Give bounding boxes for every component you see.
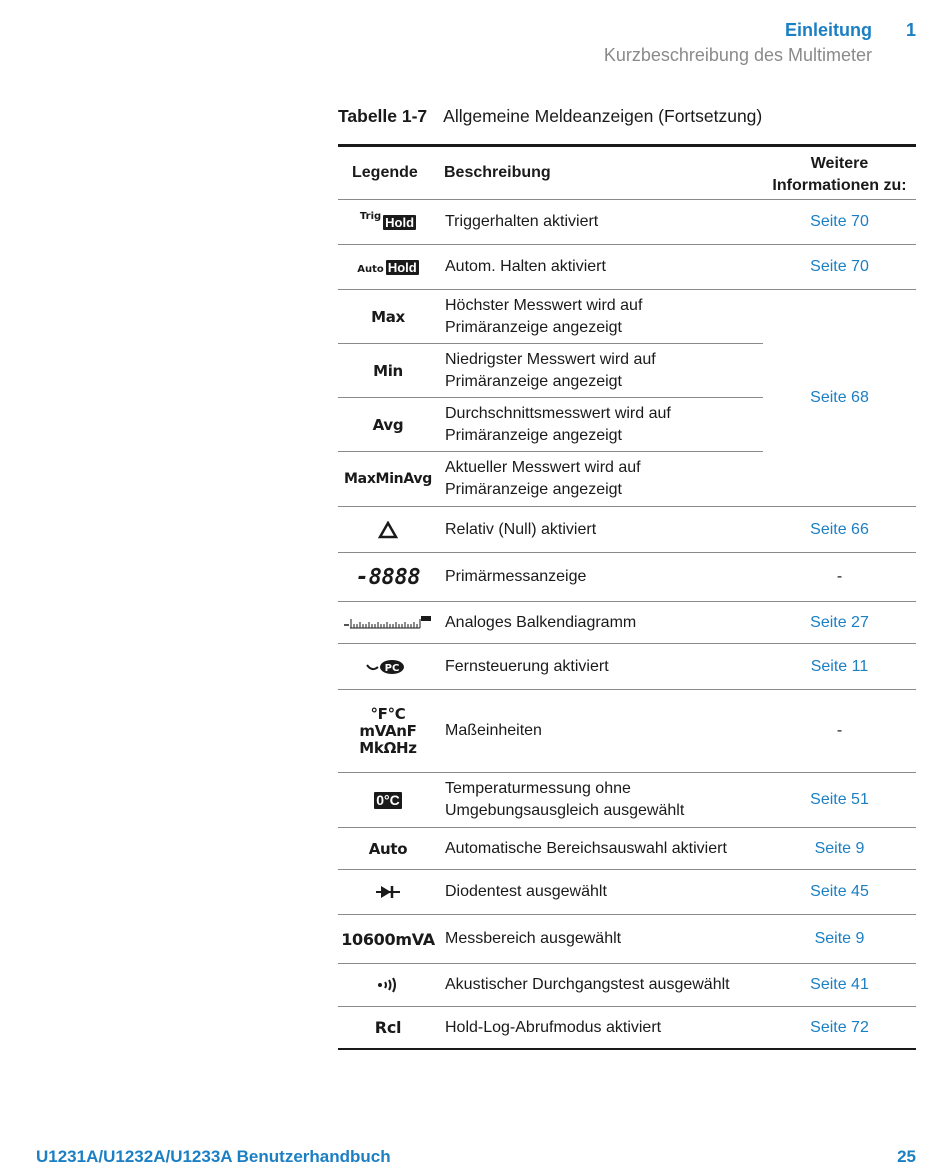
col-header-more-info: Weitere Informationen zu:	[772, 155, 907, 194]
table-row	[338, 1007, 916, 1050]
row-description: Hold-Log-Abrufmodus aktiviert	[445, 1018, 662, 1036]
legend-units: °F°C mVAnF MkΩHz	[359, 704, 417, 757]
manual-title: U1231A/U1232A/U1233A Benutzerhandbuch	[36, 1147, 391, 1166]
legend-temp-no-ambient: 0°C	[376, 791, 400, 808]
page-reference-link[interactable]: Seite 9	[814, 839, 865, 857]
legend-avg: Avg	[372, 416, 404, 434]
legend-auto-hold: Auto Hold	[357, 259, 417, 275]
legend-trig-hold: Trig Hold	[359, 210, 415, 230]
diode-icon	[338, 870, 438, 914]
chapter-title: Einleitung	[785, 20, 872, 40]
legend-range: 10600mVA	[341, 929, 435, 949]
row-description: Maßeinheiten	[445, 722, 542, 739]
legend-recall: Rcl	[374, 1018, 402, 1037]
page-reference-link[interactable]: Seite 27	[810, 613, 869, 631]
table-row	[338, 870, 916, 915]
row-description: Niedrigster Messwert wird auf Primäranzeige angezeigt	[445, 351, 656, 390]
legend-max: Max	[371, 308, 405, 326]
table-label: Tabelle 1-7	[338, 106, 428, 126]
legend-primary-display: -8888	[355, 564, 421, 590]
table-title: Allgemeine Meldeanzeigen (Fortsetzung)	[443, 106, 763, 126]
table-row	[338, 245, 916, 290]
row-description: Autom. Halten aktiviert	[445, 258, 606, 275]
section-subtitle: Kurzbeschreibung des Multimeter	[603, 45, 872, 65]
row-description: Fernsteuerung aktiviert	[445, 657, 609, 675]
row-description: Akustischer Durchgangstest ausgewählt	[445, 976, 730, 993]
page-reference: -	[836, 568, 843, 585]
table-row	[338, 964, 916, 1007]
row-description: Temperaturmessung ohne Umgebungsausgleich ausgewählt	[445, 780, 685, 819]
page-reference: -	[836, 722, 843, 739]
bargraph-icon	[338, 602, 438, 643]
table-header	[338, 147, 916, 200]
page-reference-link[interactable]: Seite 70	[810, 213, 869, 230]
page-reference-link[interactable]: Seite 41	[810, 976, 869, 993]
indicator-table	[338, 144, 916, 1050]
row-description: Automatische Bereichsauswahl aktiviert	[445, 839, 727, 857]
col-header-legend: Legende	[352, 164, 418, 181]
remote-pc-icon	[338, 644, 438, 689]
table-row	[338, 644, 916, 690]
row-description: Aktueller Messwert wird auf Primäranzeige angezeigt	[445, 459, 641, 498]
table-row	[338, 507, 916, 553]
legend-auto-range: Auto	[368, 839, 408, 858]
table-row	[338, 915, 916, 964]
table-row	[338, 690, 916, 773]
page-reference-link[interactable]: Seite 66	[810, 520, 869, 538]
page-reference-link[interactable]: Seite 9	[814, 930, 865, 947]
page-reference-link[interactable]: Seite 11	[810, 657, 869, 675]
table-row	[338, 200, 916, 245]
page-reference-link[interactable]: Seite 72	[810, 1018, 869, 1036]
page-reference-link[interactable]: Seite 45	[810, 883, 869, 900]
table-row	[338, 553, 916, 602]
page-reference-link[interactable]: Seite 68	[810, 389, 869, 406]
row-description: Messbereich ausgewählt	[445, 930, 622, 947]
row-description: Höchster Messwert wird auf Primäranzeige angezeigt	[445, 297, 643, 336]
row-description: Primärmessanzeige	[445, 568, 587, 585]
delta-icon	[338, 507, 438, 552]
col-header-description: Beschreibung	[444, 164, 551, 181]
table-row	[338, 828, 916, 870]
table-caption	[338, 106, 762, 127]
page-reference-link[interactable]: Seite 51	[810, 791, 869, 808]
svg-text:PC: PC	[384, 662, 400, 674]
row-description: Analoges Balkendiagramm	[445, 613, 637, 631]
page-reference-link[interactable]: Seite 70	[810, 258, 869, 275]
table-row-group	[338, 290, 916, 507]
row-description: Relativ (Null) aktiviert	[445, 520, 597, 538]
row-description: Diodentest ausgewählt	[445, 883, 607, 900]
chapter-number: 1	[905, 20, 916, 40]
row-description: Durchschnittsmesswert wird auf Primäranzeige angezeigt	[445, 405, 671, 444]
table-row	[338, 773, 916, 828]
continuity-icon	[338, 964, 438, 1006]
page-number: 25	[897, 1147, 916, 1166]
row-description: Triggerhalten aktiviert	[445, 213, 599, 230]
legend-min: Min	[373, 362, 403, 380]
legend-maxminavg: MaxMinAvg	[344, 471, 432, 487]
table-row	[338, 602, 916, 644]
